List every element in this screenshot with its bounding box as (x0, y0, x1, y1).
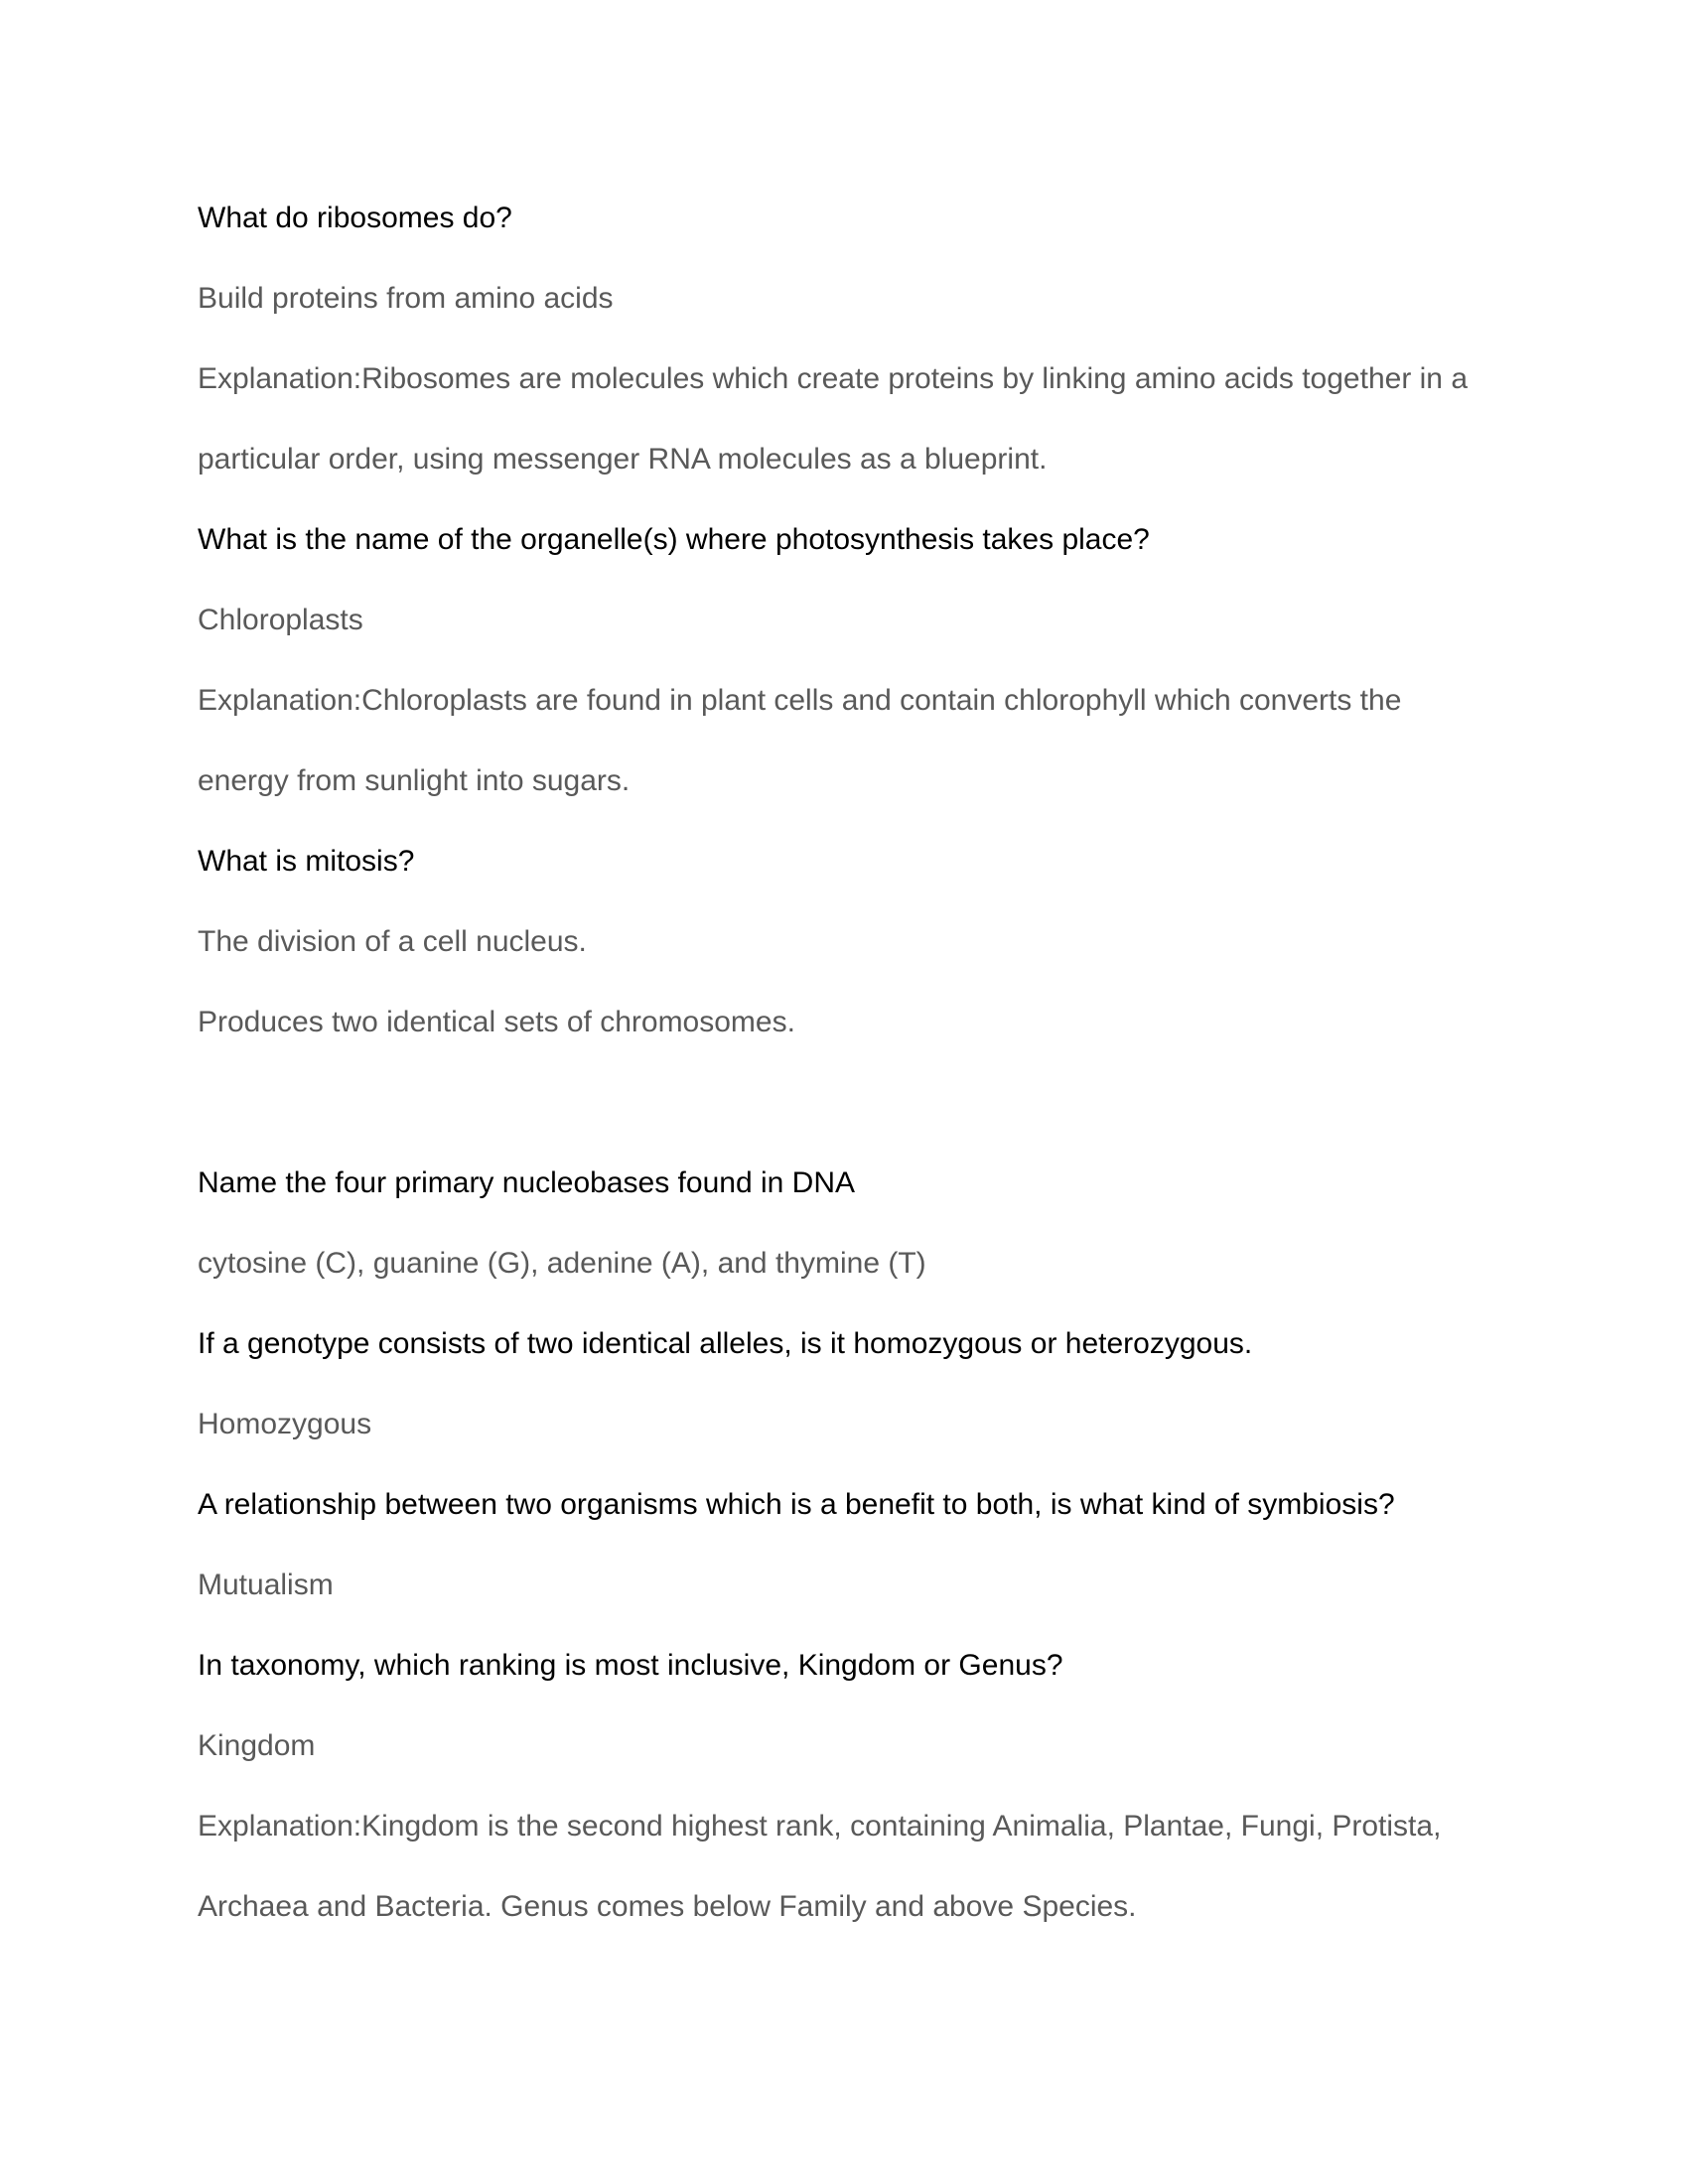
answer-mitosis-line-2: Produces two identical sets of chromosomes. (198, 1006, 795, 1038)
question-photosynthesis: What is the name of the organelle(s) where photosynthesis takes place? (198, 523, 1150, 556)
answer-genotype: Homozygous (198, 1408, 372, 1440)
explanation-ribosomes-line-2: particular order, using messenger RNA molecules as a blueprint. (198, 443, 1048, 476)
answer-nucleobases: cytosine (C), guanine (G), adenine (A), and thymine (T) (198, 1247, 926, 1280)
answer-photosynthesis: Chloroplasts (198, 604, 363, 636)
explanation-ribosomes-line-1: Explanation:Ribosomes are molecules which create proteins by linking amino acids together in a (198, 362, 1469, 395)
answer-ribosomes: Build proteins from amino acids (198, 282, 614, 315)
question-nucleobases: Name the four primary nucleobases found in DNA (198, 1166, 855, 1199)
answer-symbiosis: Mutualism (198, 1569, 334, 1601)
question-mitosis: What is mitosis? (198, 845, 415, 878)
explanation-photosynthesis-line-1: Explanation:Chloroplasts are found in plant cells and contain chlorophyll which converts the (198, 684, 1402, 717)
explanation-photosynthesis-line-2: energy from sunlight into sugars. (198, 764, 631, 797)
answer-mitosis-line-1: The division of a cell nucleus. (198, 925, 587, 958)
question-taxonomy: In taxonomy, which ranking is most inclusive, Kingdom or Genus? (198, 1649, 1063, 1682)
explanation-taxonomy-line-1: Explanation:Kingdom is the second highest rank, containing Animalia, Plantae, Fungi, Protista, (198, 1810, 1442, 1843)
question-symbiosis: A relationship between two organisms which is a benefit to both, is what kind of symbiosis? (198, 1488, 1395, 1521)
question-genotype: If a genotype consists of two identical alleles, is it homozygous or heterozygous. (198, 1327, 1253, 1360)
explanation-taxonomy-line-2: Archaea and Bacteria. Genus comes below Family and above Species. (198, 1890, 1137, 1923)
answer-taxonomy: Kingdom (198, 1729, 316, 1762)
question-ribosomes: What do ribosomes do? (198, 202, 512, 234)
